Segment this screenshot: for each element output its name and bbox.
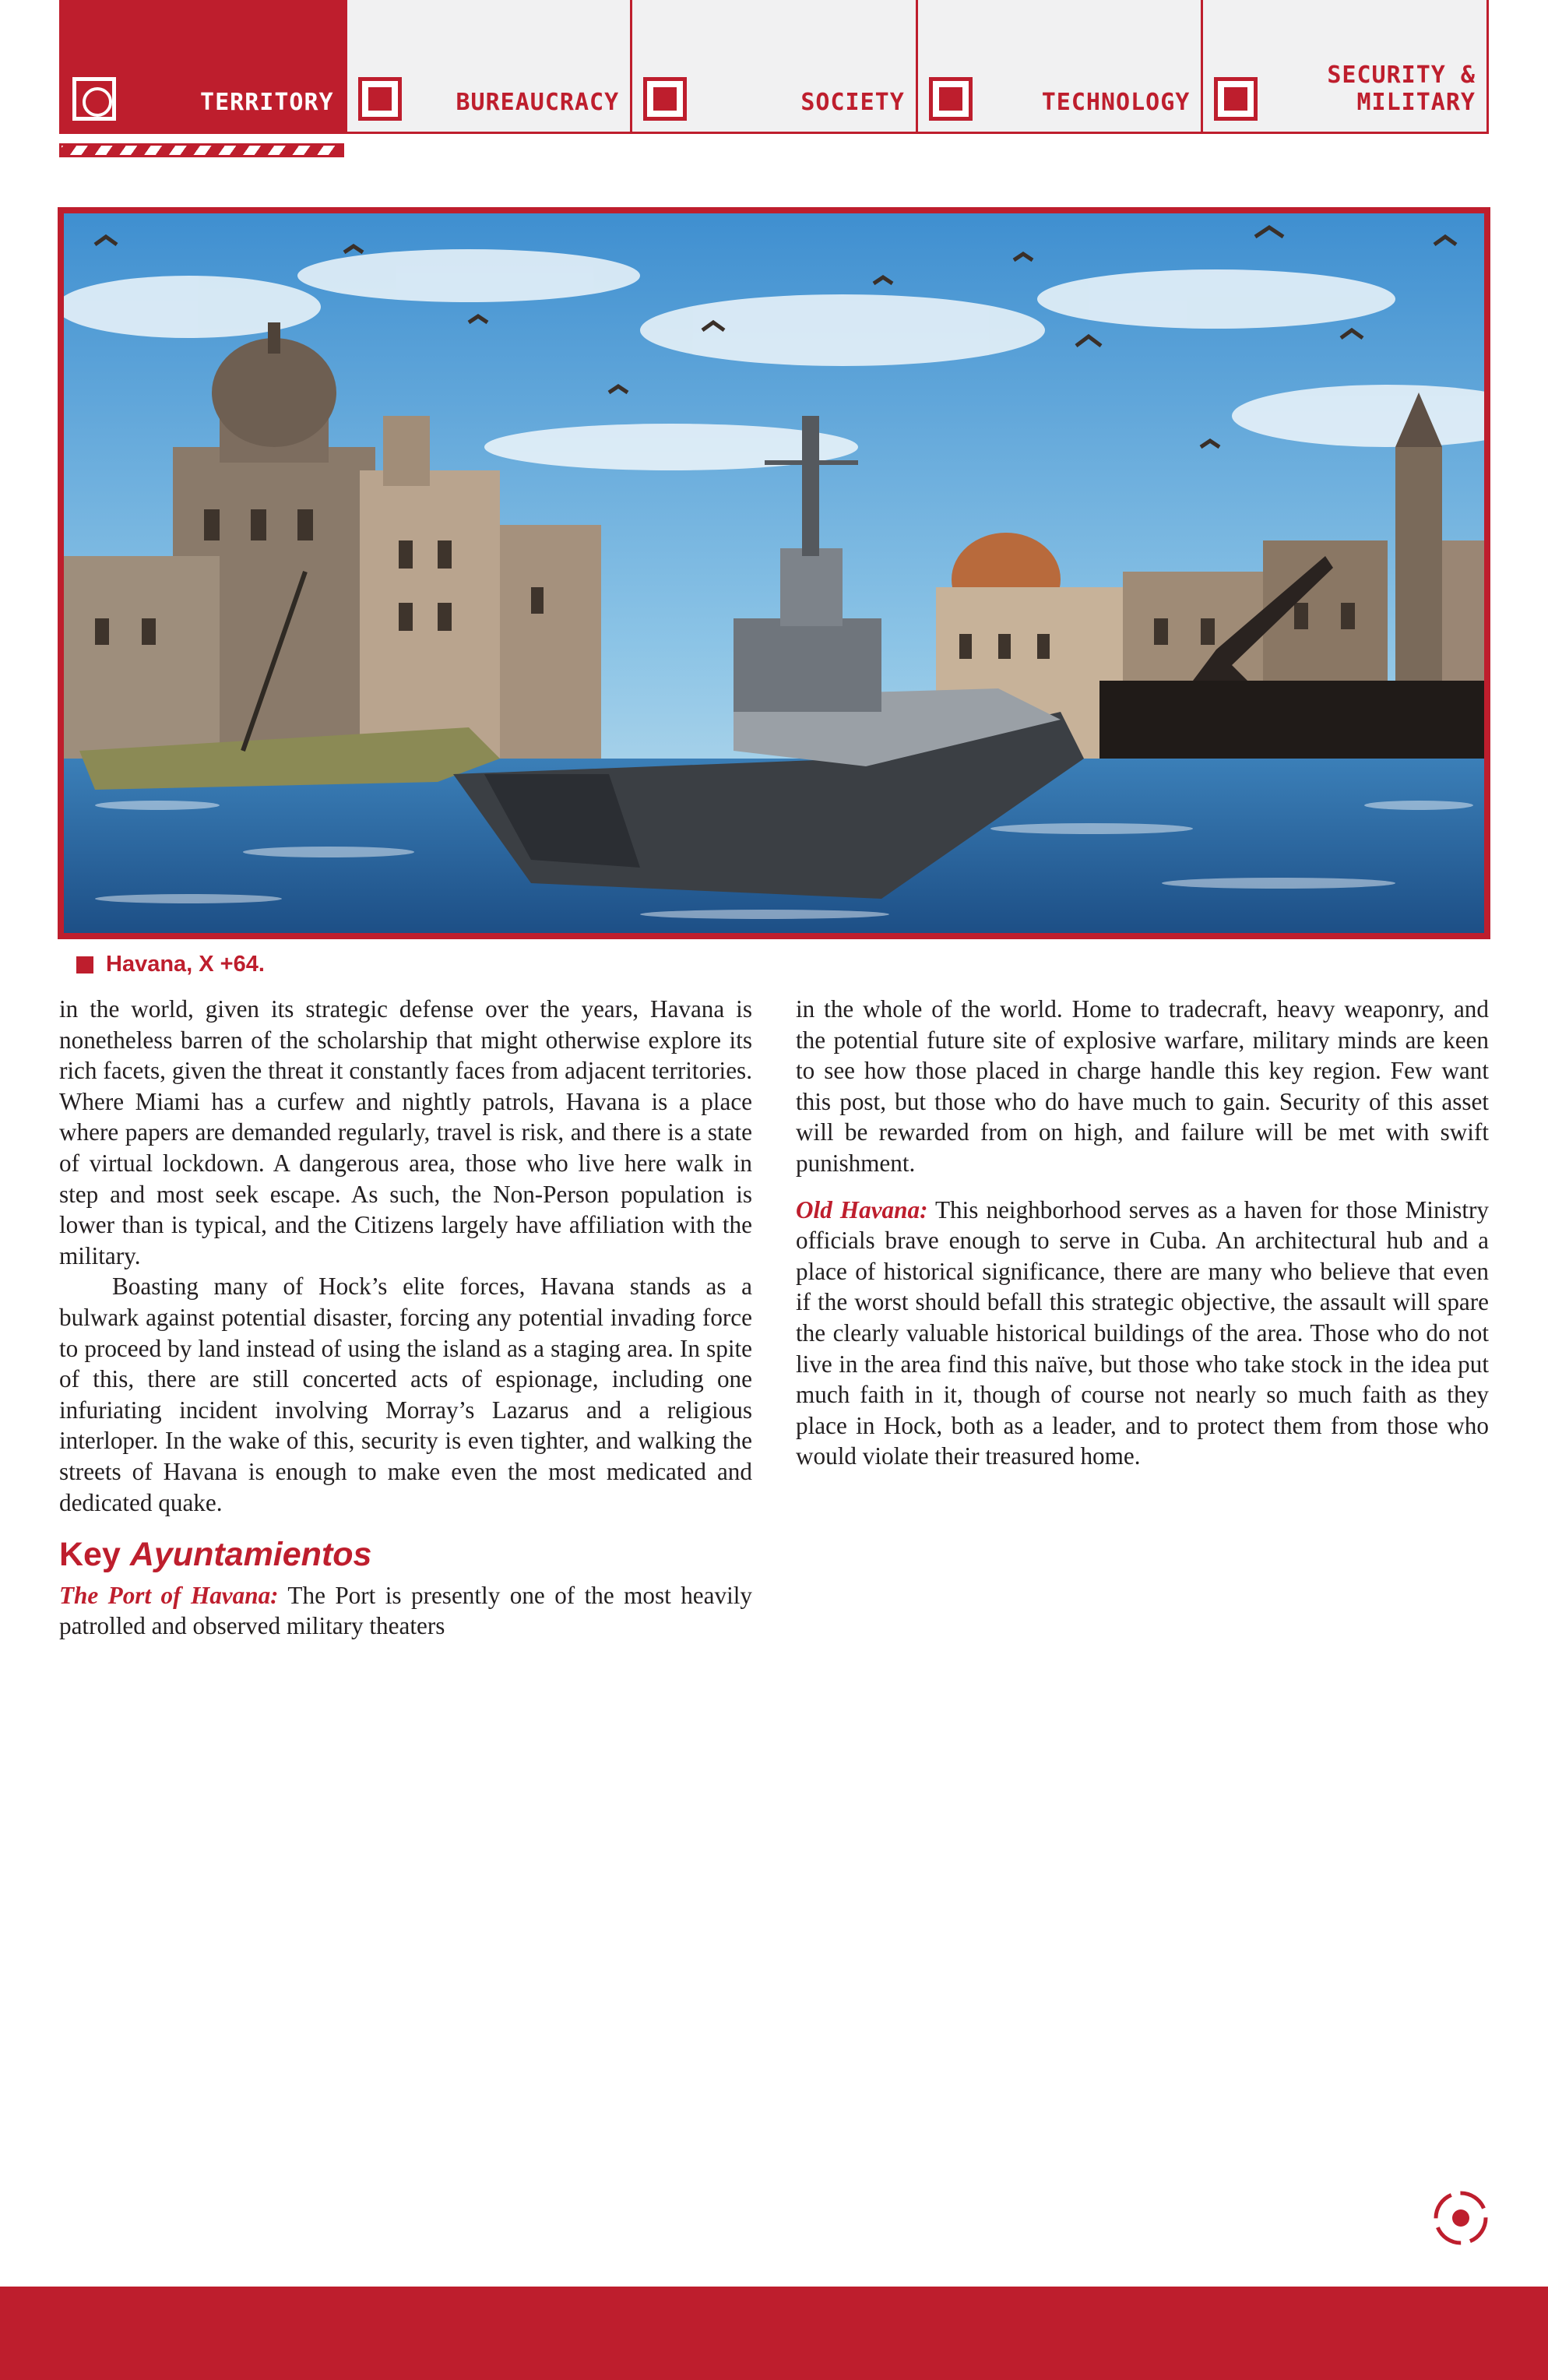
square-icon [358,77,402,121]
tab-territory[interactable] [59,0,347,134]
heading-italic: Ayuntamientos [129,1536,372,1574]
paragraph: Boasting many of Hock’s elite forces, Havana stands as a bulwark against potential disaster, forcing any potential invading force to proceed by land instead of using the island as a staging area. In spite of this, there are still concerted acts of espionage, including one infuriating incident involving Morray’s Lazarus and a religious interloper. In the wake of this, security is even tighter, and walking the streets of Havana is enough to make even the most medicated and dedicated quake. [59,1273,752,1516]
tab-label: SOCIETY [800,88,905,116]
square-icon [1214,77,1258,121]
paragraph-port-continued: in the whole of the world. Home to tradecraft, heavy weaponry, and the potential future site of explosive warfare, military minds are keen to see how those placed in charge handle this key region. Few want this post, but those who do have much to gain. Security of this asset will be rewarded from on high, and failure will be met with swift punishment. [796,995,1489,1177]
havana-harbor-illustration [58,207,1490,939]
tab-security-military[interactable] [1203,0,1489,134]
harbor-scene [64,213,1484,933]
paragraph: in the world, given its strategic defense over the years, Havana is nonetheless barren of the scholarship that might otherwise explore its rich facets, given the threat it constantly faces from adjacent territories. Where Miami has a curfew and nightly patrols, Havana is a place where papers are demanded regularly, travel is risk, and there is a state of virtual lockdown. A dangerous area, those who live here walk in step and most seek escape. As such, the Non-Person population is lower than is typical, and the Citizens largely have affiliation with the military. [59,995,752,1269]
tab-label [1327,62,1476,116]
section-heading [59,1535,752,1576]
paragraph-old-havana [796,1195,1489,1472]
figure-caption [76,952,265,977]
text-column-right [796,994,1489,1472]
text-column-left [59,994,752,1642]
tab-label: TECHNOLOGY [1041,88,1191,116]
target-icon [72,77,116,121]
entry-lead: Old Havana: [796,1195,928,1223]
tab-label: BUREAUCRACY [456,88,620,116]
tab-society[interactable] [632,0,918,134]
entry-text: The Port is presently one of the most heavily patrolled and observed military theaters [59,1581,752,1640]
heading-plain: Key [59,1536,130,1574]
entry-lead: The Port of Havana: [59,1581,279,1609]
entry-text: This neighborhood serves as a haven for those Ministry officials brave enough to serve in Cuba. An architectural hub and a place of historical significance, there are many who believe that even if the worst should befall this strategic objective, the assault will spare the clearly valuable historical buildings of the area. Those who do not live in the area find this naïve, but those who take stock in the idea put much faith in it, though of course not nearly so much faith as they place in Hock, both as a leader, and to protect them from those who would violate their treasured home. [796,1195,1489,1470]
caption-bullet-icon [76,956,93,973]
target-page-icon [1431,2188,1490,2248]
tab-label-line1: SECURITY & [1327,62,1476,89]
section-nav [59,0,1489,134]
footer-bar [0,2287,1548,2380]
square-icon [929,77,973,121]
caption-text: Havana, X +64. [106,952,265,977]
square-icon [643,77,687,121]
tab-label: TERRITORY [200,88,334,116]
tab-bureaucracy[interactable] [347,0,633,134]
paragraph-port-of-havana [59,1580,752,1642]
hazard-stripe-divider [59,143,344,157]
tab-label-line2: MILITARY [1356,88,1476,116]
tab-technology[interactable] [918,0,1204,134]
